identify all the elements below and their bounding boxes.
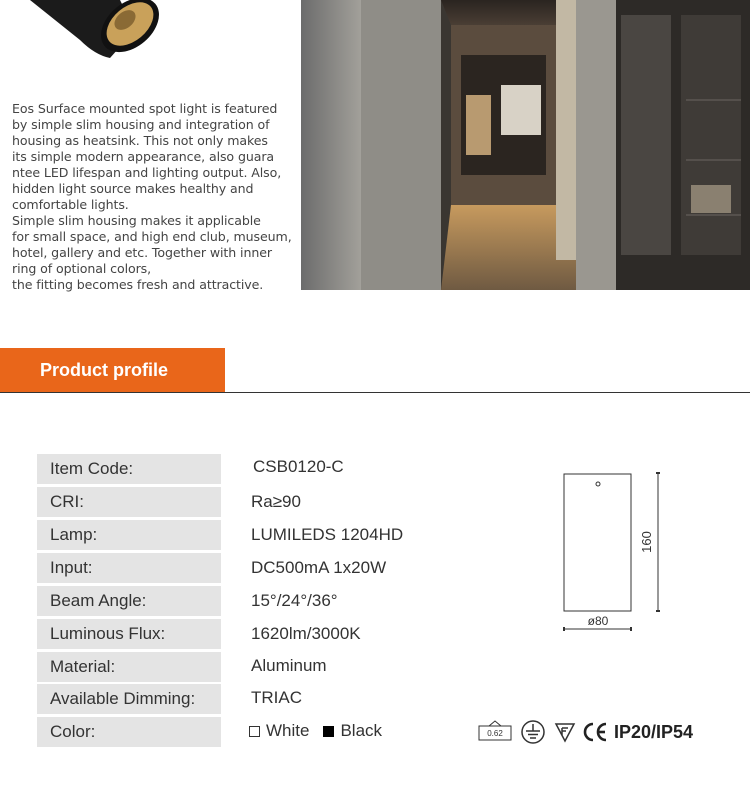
- f-mark-icon: [554, 721, 576, 743]
- description-line: comfortable lights.: [12, 197, 129, 212]
- lamp-image: [0, 0, 180, 70]
- height-dimension: 160: [639, 531, 654, 553]
- description-line: by simple slim housing and integration of: [12, 117, 270, 132]
- section-header-product-profile: Product profile: [0, 348, 225, 393]
- description-line: for small space, and high end club, museum,: [12, 229, 292, 244]
- description-line: ring of optional colors,: [12, 261, 152, 276]
- description-line: Eos Surface mounted spot light is featured: [12, 101, 278, 116]
- spec-value-luminous-flux: 1620lm/3000K: [251, 624, 361, 643]
- ground-symbol-icon: [520, 719, 546, 745]
- spec-label-item-code: Item Code:: [37, 454, 221, 484]
- description-line: hidden light source makes healthy and: [12, 181, 254, 196]
- description-line: Simple slim housing makes it applicable: [12, 213, 261, 228]
- spec-value-cri: Ra≥90: [251, 492, 301, 511]
- spec-value-material: Aluminum: [251, 656, 327, 675]
- energy-rating-value: 0.62: [487, 729, 503, 738]
- spec-label-beam-angle: Beam Angle:: [37, 586, 221, 616]
- spec-label-lamp: Lamp:: [37, 520, 221, 550]
- spec-label-material: Material:: [37, 652, 221, 682]
- spec-label-luminous-flux: Luminous Flux:: [37, 619, 221, 649]
- color-white-label: White: [266, 721, 310, 740]
- white-swatch: [249, 726, 260, 737]
- spec-value-item-code: CSB0120-C: [253, 457, 344, 476]
- spec-value-color: [249, 716, 382, 746]
- spec-value-input: DC500mA 1x20W: [251, 558, 387, 577]
- interior-photo: [301, 0, 750, 290]
- spec-label-color: Color:: [37, 717, 221, 747]
- spec-label-cri: CRI:: [37, 487, 221, 517]
- certification-marks: [478, 715, 693, 749]
- section-divider: [0, 392, 750, 393]
- description-line: the fitting becomes fresh and attractive.: [12, 277, 264, 292]
- spec-value-lamp: LUMILEDS 1204HD: [251, 525, 404, 544]
- spec-value-beam-angle: 15°/24°/36°: [251, 591, 338, 610]
- diameter-dimension: ø80: [587, 614, 609, 628]
- dimension-diagram: [555, 465, 675, 640]
- spec-label-dimming: Available Dimming:: [37, 684, 221, 714]
- product-description: [12, 101, 297, 293]
- energy-rating-icon: [478, 720, 512, 744]
- description-line: hotel, gallery and etc. Together with inner: [12, 245, 272, 260]
- color-black-label: Black: [340, 721, 383, 740]
- description-line: housing as heatsink. This not only makes: [12, 133, 268, 148]
- black-swatch: [323, 726, 334, 737]
- spec-label-input: Input:: [37, 553, 221, 583]
- spec-value-dimming: TRIAC: [251, 688, 302, 707]
- ce-mark-icon: [582, 721, 608, 743]
- ip-rating: IP20/IP54: [614, 721, 694, 742]
- description-line: its simple modern appearance, also guara: [12, 149, 275, 164]
- description-line: ntee LED lifespan and lighting output. Also,: [12, 165, 282, 180]
